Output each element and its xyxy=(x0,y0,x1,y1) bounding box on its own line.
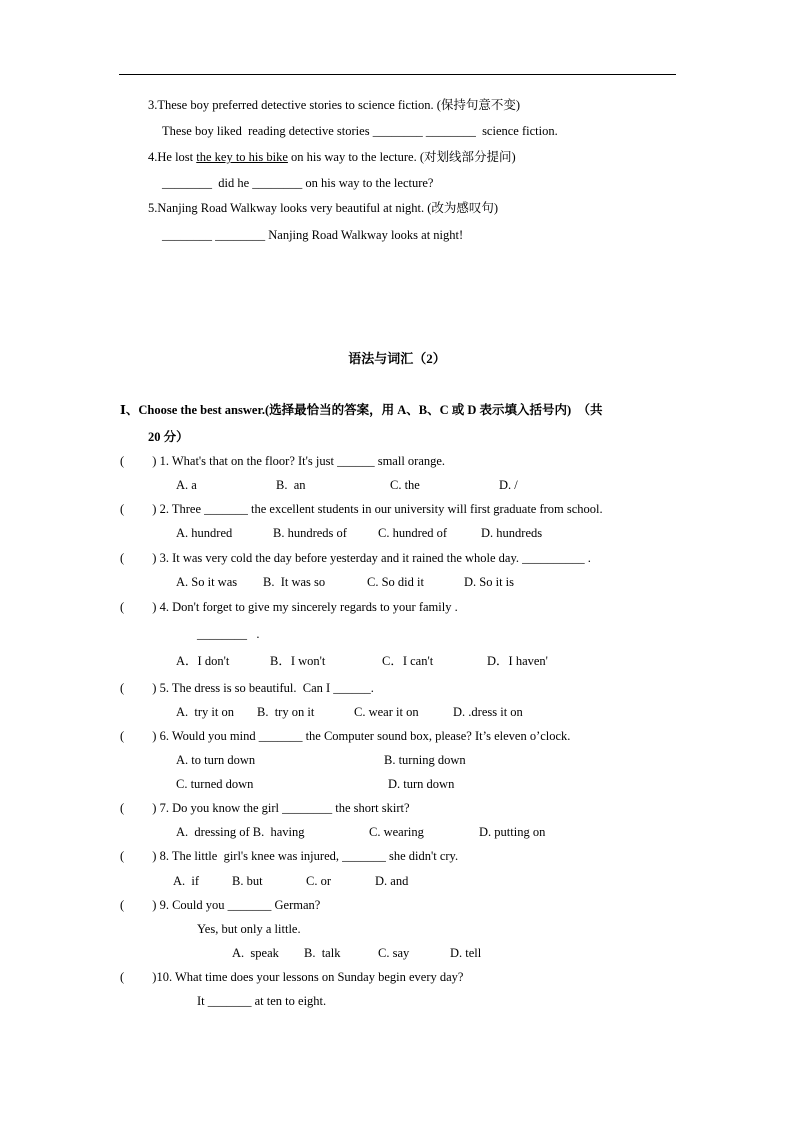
q2-option-a: A. hundred xyxy=(176,526,233,540)
q4-answer-line: ________ did he ________ on his way to the lecture? xyxy=(162,176,434,190)
question-2: ( ) 2. Three _______ the excellent students in our university will first graduate from school. xyxy=(120,502,603,516)
question-8: ( ) 8. The little girl's knee was injured, _______ she didn't cry. xyxy=(120,849,459,863)
q1-option-a: A. a xyxy=(176,478,197,492)
question-9: ( ) 9. Could you _______ German? xyxy=(120,898,321,912)
q3-option-b: B. It was so xyxy=(263,575,326,589)
q5-option-d: D. .dress it on xyxy=(453,705,523,719)
q7-option-c: C. wearing xyxy=(369,825,424,839)
question-6: ( ) 6. Would you mind _______ the Computer sound box, please? It’s eleven o’clock. xyxy=(120,729,571,743)
q4-option-b: B．I won't xyxy=(270,654,326,668)
question-7: ( ) 7. Do you know the girl ________ the short skirt? xyxy=(120,801,410,815)
q9-option-b: B. talk xyxy=(304,946,341,960)
q3-answer-line: These boy liked reading detective stories ________ ________ science fiction. xyxy=(162,124,558,138)
question-1: ( ) 1. What's that on the floor? It's just ______ small orange. xyxy=(120,454,446,468)
q9-option-a: A. speak xyxy=(232,946,279,960)
q4-option-d: D．I haven' xyxy=(487,654,548,668)
q9-response-line: Yes, but only a little. xyxy=(197,922,301,936)
q5-option-a: A. try it on xyxy=(176,705,234,719)
q8-option-d: D. and xyxy=(375,874,409,888)
q5-option-b: B. try on it xyxy=(257,705,315,719)
q3-option-c: C. So did it xyxy=(367,575,424,589)
q4-option-a: A．I don't xyxy=(176,654,230,668)
q3-option-d: D. So it is xyxy=(464,575,515,589)
q2-option-c: C. hundred of xyxy=(378,526,448,540)
header-rule xyxy=(119,74,676,75)
q6-option-d: D. turn down xyxy=(388,777,455,791)
q5-option-c: C. wear it on xyxy=(354,705,419,719)
part1-heading: Ⅰ、Choose the best answer.(选择最恰当的答案，用 A、B、C 或 D 表示填入括号内) （共 xyxy=(120,403,603,417)
part1-heading-points: 20 分） xyxy=(148,430,189,444)
q5-line: 5.Nanjing Road Walkway looks very beautiful at night. (改为感叹句) xyxy=(148,201,499,215)
q1-option-d: D. / xyxy=(499,478,518,492)
q4-option-c: C．I can't xyxy=(382,654,434,668)
q9-option-d: D. tell xyxy=(450,946,482,960)
question-3: ( ) 3. It was very cold the day before yesterday and it rained the whole day. __________ . xyxy=(120,551,591,565)
q6-option-a: A. to turn down xyxy=(176,753,256,767)
q6-option-c: C. turned down xyxy=(176,777,254,791)
q4-blank-line: ________ . xyxy=(197,627,260,641)
q5-answer-line: ________ ________ Nanjing Road Walkway looks at night! xyxy=(162,228,464,242)
q1-option-c: C. the xyxy=(390,478,420,492)
q4-suffix: on his way to the lecture. (对划线部分提问) xyxy=(287,150,516,164)
question-4: ( ) 4. Don't forget to give my sincerely regards to your family . xyxy=(120,600,458,614)
q3-line: 3.These boy preferred detective stories to science fiction. (保持句意不变) xyxy=(148,98,521,112)
q3-option-a: A. So it was xyxy=(176,575,238,589)
section-title: 语法与词汇（2） xyxy=(348,351,446,366)
q1-option-b: B. an xyxy=(276,478,306,492)
q2-option-d: D. hundreds xyxy=(481,526,543,540)
q8-option-a: A. if xyxy=(173,874,200,888)
q4-prefix: 4.He lost xyxy=(148,150,197,164)
question-10: ( )10. What time does your lessons on Sunday begin every day? xyxy=(120,970,464,984)
q8-option-c: C. or xyxy=(306,874,331,888)
q8-option-b: B. but xyxy=(232,874,263,888)
q4-line xyxy=(148,150,516,165)
q7-option-d: D. putting on xyxy=(479,825,546,839)
q9-option-c: C. say xyxy=(378,946,410,960)
q2-option-b: B. hundreds of xyxy=(273,526,347,540)
q6-option-b: B. turning down xyxy=(384,753,466,767)
q7-option-ab: A. dressing of B. having xyxy=(176,825,305,839)
q4-underlined-phrase: the key to his bike xyxy=(196,150,288,164)
question-5: ( ) 5. The dress is so beautiful. Can I ______. xyxy=(120,681,374,695)
q10-response-line: It _______ at ten to eight. xyxy=(197,994,327,1008)
